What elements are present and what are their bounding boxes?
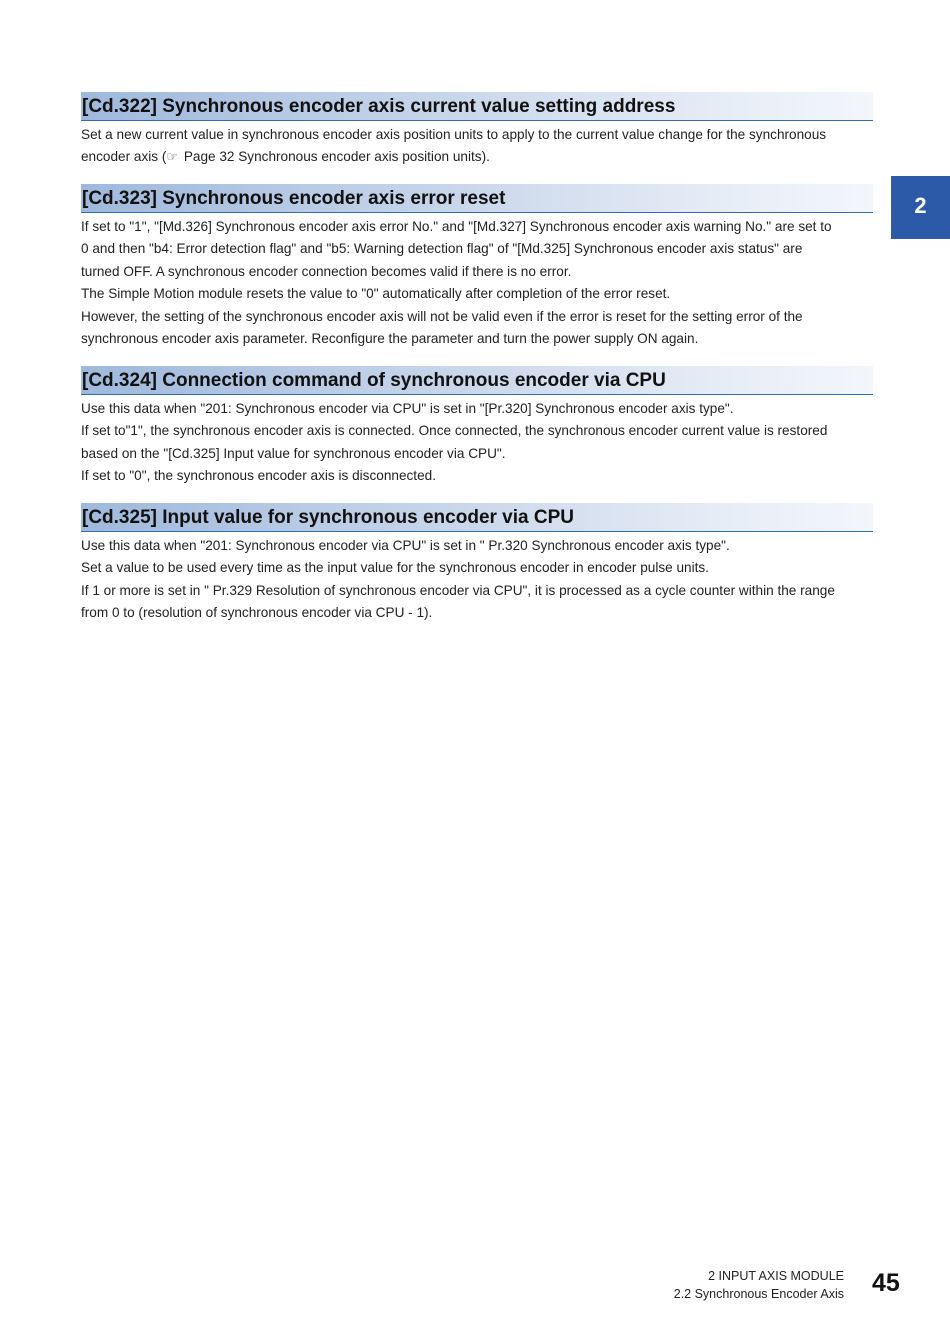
section-body (81, 124, 873, 170)
section-heading: [Cd.322] Synchronous encoder axis current value setting address (81, 92, 873, 121)
body-line: If 1 or more is set in " Pr.329 Resolution of synchronous encoder via CPU", it is processed as a cycle counter within the range (81, 582, 835, 598)
pointing-hand-icon: ☞ (166, 150, 179, 166)
chapter-tab: 2 (891, 176, 950, 239)
section-cd325 (81, 503, 873, 625)
footer-section: 2.2 Synchronous Encoder Axis (673, 1287, 844, 1301)
body-line: Use this data when "201: Synchronous encoder via CPU" is set in "[Pr.320] Synchronous encoder axis type". (81, 401, 734, 416)
body-line: synchronous encoder axis parameter. Reconfigure the parameter and turn the power supply ON again. (81, 331, 699, 347)
section-body (81, 535, 873, 625)
body-line: The Simple Motion module resets the value to "0" automatically after completion of the error reset. (81, 286, 671, 302)
body-line: Use this data when "201: Synchronous encoder via CPU" is set in " Pr.320 Synchronous encoder axis type". (81, 538, 730, 553)
body-line: If set to "0", the synchronous encoder axis is disconnected. (81, 468, 436, 484)
body-line (81, 146, 873, 169)
section-cd324 (81, 366, 873, 488)
body-line: Set a value to be used every time as the input value for the synchronous encoder in encoder pulse units. (81, 560, 709, 576)
body-line: However, the setting of the synchronous encoder axis will not be valid even if the error is reset for the setting error of the (81, 308, 803, 324)
section-body (81, 216, 873, 350)
body-line: 0 and then "b4: Error detection flag" and "b5: Warning detection flag" of "[Md.325] Synchronous encoder axis status" are (81, 241, 803, 257)
body-line: If set to "1", "[Md.326] Synchronous encoder axis error No." and "[Md.327] Synchronous encoder axis warning No." are set to (81, 219, 832, 234)
body-line: based on the "[Cd.325] Input value for synchronous encoder via CPU". (81, 445, 506, 461)
body-line-text: encoder axis ( (81, 149, 167, 165)
section-body (81, 398, 873, 488)
body-line: Set a new current value in synchronous encoder axis position units to apply to the current value change for the synchronous (81, 127, 827, 142)
section-cd323 (81, 184, 873, 350)
body-line: from 0 to (resolution of synchronous encoder via CPU - 1). (81, 605, 433, 621)
section-cd322 (81, 92, 873, 170)
section-heading: [Cd.325] Input value for synchronous encoder via CPU (81, 503, 873, 532)
body-line: turned OFF. A synchronous encoder connection becomes valid if there is no error. (81, 263, 572, 279)
page-number: 45 (872, 1269, 900, 1297)
section-heading: [Cd.323] Synchronous encoder axis error reset (81, 184, 873, 213)
body-line: If set to"1", the synchronous encoder axis is connected. Once connected, the synchronous encoder current value is restored (81, 423, 828, 439)
page-reference-link[interactable]: Page 32 Synchronous encoder axis position units). (180, 149, 490, 165)
section-heading: [Cd.324] Connection command of synchronous encoder via CPU (81, 366, 873, 395)
footer-chapter: 2 INPUT AXIS MODULE (708, 1269, 844, 1283)
page-footer (674, 1267, 844, 1303)
